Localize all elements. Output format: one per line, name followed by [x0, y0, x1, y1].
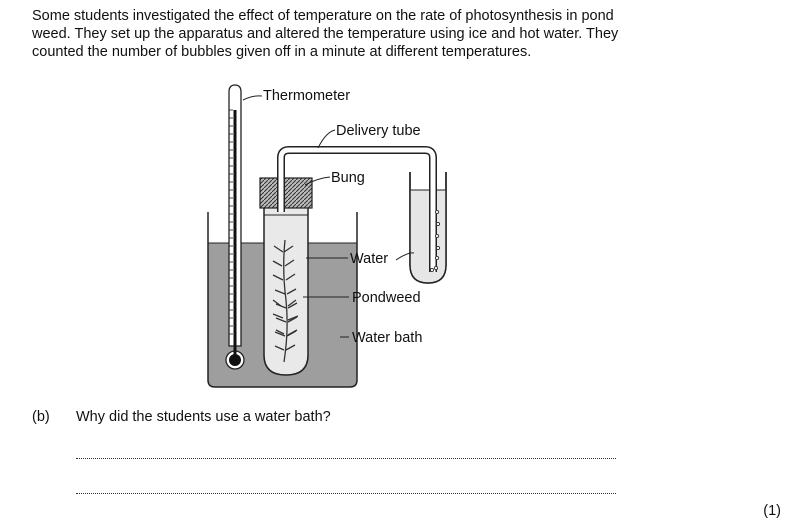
label-water-bath: Water bath: [352, 330, 423, 346]
answer-line[interactable]: [76, 493, 616, 494]
label-delivery-tube: Delivery tube: [336, 123, 421, 139]
answer-line[interactable]: [76, 458, 616, 459]
label-water: Water: [350, 251, 389, 267]
thermometer: [226, 85, 244, 369]
question-text: Why did the students use a water bath?: [76, 409, 331, 425]
question-number: (b): [32, 409, 50, 425]
intro-line: counted the number of bubbles given off in a minute at different temperatures.: [32, 44, 532, 60]
label-pondweed: Pondweed: [352, 290, 421, 306]
collection-tube: [410, 158, 446, 283]
intro-line: Some students investigated the effect of temperature on the rate of photosynthesis in pond: [32, 8, 614, 24]
bung: [260, 178, 312, 208]
label-thermometer: Thermometer: [263, 88, 351, 104]
intro-line: weed. They set up the apparatus and altered the temperature using ice and hot water. They: [32, 26, 619, 42]
marks-indicator: (1): [763, 503, 781, 519]
label-bung: Bung: [331, 170, 365, 186]
